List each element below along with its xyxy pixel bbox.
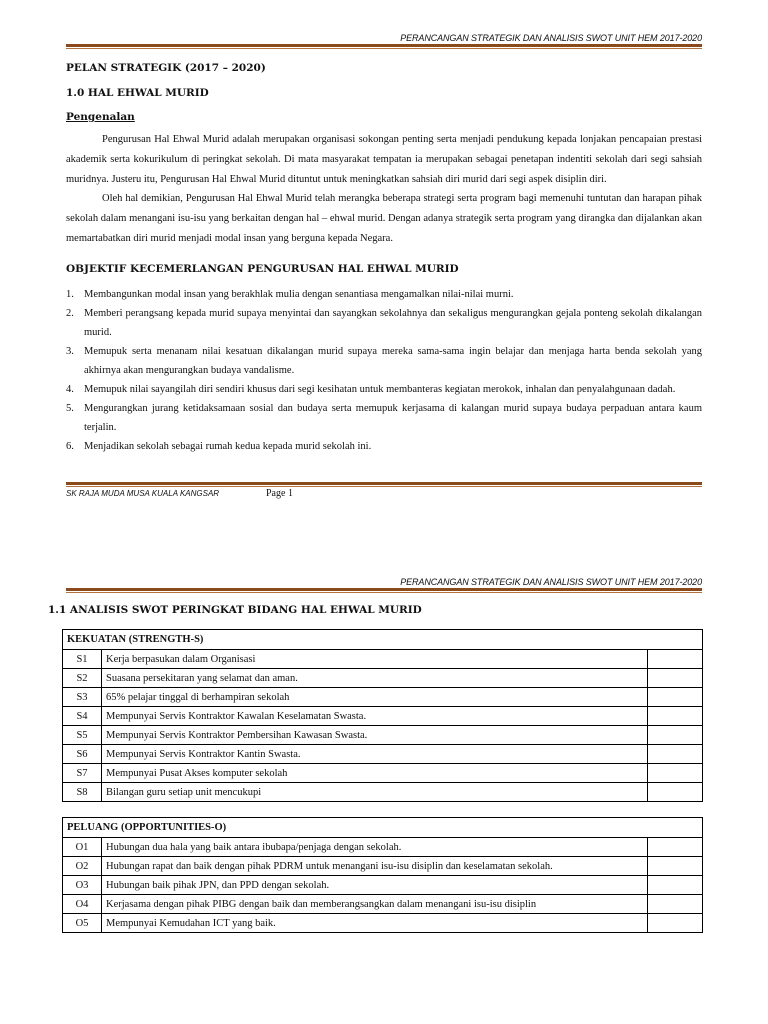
objective-text: Memberi perangsang kepada murid supaya menyintai dan sayangkan sekolahnya dan sekaligus mengurangkan gejala ponteng sekolah dikalangan murid. bbox=[84, 308, 702, 338]
row-empty-cell bbox=[648, 895, 703, 914]
header-rule-thin bbox=[66, 48, 702, 49]
objective-number: 6. bbox=[66, 441, 74, 452]
footer-rule-thin bbox=[66, 486, 702, 487]
intro-paragraph-2: Oleh hal demikian, Pengurusan Hal Ehwal Murid telah merangka beberapa strategi serta program bagi memenuhi tuntutan dan harapan pihak sekolah dalam menangani isu-isu yang berkaitan dengan hal – ehwal murid. Dengan adanya strategik serta program yang dirangka dan dijalankan akan memartabatkan diri murid menjadi modal insan yang berguna kepada Negara. bbox=[66, 193, 702, 244]
table-row bbox=[63, 764, 703, 783]
row-empty-cell bbox=[648, 650, 703, 669]
opportunities-table bbox=[62, 817, 703, 933]
row-code: S3 bbox=[63, 688, 102, 707]
objective-item bbox=[66, 342, 702, 380]
table-row bbox=[63, 838, 703, 857]
row-text: Hubungan baik pihak JPN, dan PPD dengan sekolah. bbox=[102, 876, 648, 895]
row-text: Bilangan guru setiap unit mencukupi bbox=[102, 783, 648, 802]
row-empty-cell bbox=[648, 914, 703, 933]
row-code: S7 bbox=[63, 764, 102, 783]
row-code: O2 bbox=[63, 857, 102, 876]
row-empty-cell bbox=[648, 783, 703, 802]
row-empty-cell bbox=[648, 745, 703, 764]
objective-item bbox=[66, 285, 702, 304]
subheading: Pengenalan bbox=[66, 111, 135, 123]
row-empty-cell bbox=[648, 669, 703, 688]
header-rule bbox=[66, 588, 702, 591]
row-code: S1 bbox=[63, 650, 102, 669]
objective-number: 5. bbox=[66, 403, 74, 414]
table-row bbox=[63, 914, 703, 933]
row-text: Suasana persekitaran yang selamat dan aman. bbox=[102, 669, 648, 688]
objective-text: Mengurangkan jurang ketidaksamaan sosial dan budaya serta memupuk kerjasama di kalangan murid supaya budaya perpaduan antara kaum terjalin. bbox=[84, 403, 702, 433]
objective-item bbox=[66, 380, 702, 399]
objective-number: 2. bbox=[66, 308, 74, 319]
footer-school: SK RAJA MUDA MUSA KUALA KANGSAR bbox=[66, 489, 220, 498]
objective-number: 3. bbox=[66, 346, 74, 357]
row-code: S5 bbox=[63, 726, 102, 745]
objective-text: Memupuk nilai sayangilah diri sendiri khusus dari segi kesihatan untuk membanteras kegiatan merokok, inhalan dan penyalahgunaan dadah. bbox=[84, 384, 676, 395]
row-text: Mempunyai Servis Kontraktor Pembersihan Kawasan Swasta. bbox=[102, 726, 648, 745]
row-text: Kerja berpasukan dalam Organisasi bbox=[102, 650, 648, 669]
objective-item bbox=[66, 437, 702, 456]
intro-paragraph-1: Pengurusan Hal Ehwal Murid adalah merupakan organisasi sokongan penting serta menjadi pendukung kepada lonjakan pencapaian prestasi akademik serta kokurikulum di peringkat sekolah. Di mata masyarakat tempatan ia merupakan sebagai penetapan indentiti sekolah dari segi sahsiah muridnya. Justeru itu, Pengurusan Hal Ehwal Murid dituntut untuk meningkatkan sahsiah diri murid dari segi aspek disiplin diri. bbox=[66, 134, 702, 185]
row-code: S4 bbox=[63, 707, 102, 726]
row-code: O4 bbox=[63, 895, 102, 914]
footer-page: Page 1 bbox=[266, 488, 293, 499]
page-header: PERANCANGAN STRATEGIK DAN ANALISIS SWOT UNIT HEM 2017-2020 bbox=[400, 577, 702, 587]
table-row bbox=[63, 783, 703, 802]
table-row bbox=[63, 688, 703, 707]
objective-list bbox=[66, 285, 702, 456]
row-text: Mempunyai Servis Kontraktor Kawalan Keselamatan Swasta. bbox=[102, 707, 648, 726]
row-empty-cell bbox=[648, 688, 703, 707]
row-code: O5 bbox=[63, 914, 102, 933]
table-row bbox=[63, 650, 703, 669]
objective-item bbox=[66, 399, 702, 437]
objective-text: Memupuk serta menanam nilai kesatuan dikalangan murid supaya mereka sama-sama ingin belajar dan menjaga harta benda sekolah yang akhirnya akan mengurangkan budaya vandalisme. bbox=[84, 346, 702, 376]
header-rule-thin bbox=[66, 592, 702, 593]
objective-number: 4. bbox=[66, 384, 74, 395]
table-row bbox=[63, 726, 703, 745]
strengths-table bbox=[62, 629, 703, 802]
row-code: O1 bbox=[63, 838, 102, 857]
table-row bbox=[63, 895, 703, 914]
table-row bbox=[63, 745, 703, 764]
header-rule bbox=[66, 44, 702, 47]
row-text: Hubungan rapat dan baik dengan pihak PDRM untuk menangani isu-isu disiplin dan keselamatan sekolah. bbox=[102, 857, 648, 876]
opportunities-heading: PELUANG (OPPORTUNITIES-O) bbox=[63, 818, 703, 838]
row-text: Mempunyai Servis Kontraktor Kantin Swasta. bbox=[102, 745, 648, 764]
section-heading: 1.0 HAL EHWAL MURID bbox=[66, 87, 209, 99]
row-text: 65% pelajar tinggal di berhampiran sekolah bbox=[102, 688, 648, 707]
row-text: Mempunyai Kemudahan ICT yang baik. bbox=[102, 914, 648, 933]
row-empty-cell bbox=[648, 764, 703, 783]
row-text: Kerjasama dengan pihak PIBG dengan baik dan memberangsangkan dalam menangani isu-isu disiplin bbox=[102, 895, 648, 914]
objective-text: Menjadikan sekolah sebagai rumah kedua kepada murid sekolah ini. bbox=[84, 441, 372, 452]
table-row bbox=[63, 857, 703, 876]
row-empty-cell bbox=[648, 707, 703, 726]
footer-rule bbox=[66, 482, 702, 485]
row-code: S8 bbox=[63, 783, 102, 802]
objective-text: Membangunkan modal insan yang berakhlak mulia dengan senantiasa mengamalkan nilai-nilai murni. bbox=[84, 289, 514, 300]
row-empty-cell bbox=[648, 876, 703, 895]
row-code: S2 bbox=[63, 669, 102, 688]
swot-section-heading: 1.1 ANALISIS SWOT PERINGKAT BIDANG HAL EHWAL MURID bbox=[48, 604, 422, 616]
page-title: PELAN STRATEGIK (2017 – 2020) bbox=[66, 62, 266, 74]
table-row bbox=[63, 707, 703, 726]
table-row bbox=[63, 669, 703, 688]
row-text: Mempunyai Pusat Akses komputer sekolah bbox=[102, 764, 648, 783]
row-text: Hubungan dua hala yang baik antara ibubapa/penjaga dengan sekolah. bbox=[102, 838, 648, 857]
row-code: S6 bbox=[63, 745, 102, 764]
row-empty-cell bbox=[648, 726, 703, 745]
objective-item bbox=[66, 304, 702, 342]
row-empty-cell bbox=[648, 857, 703, 876]
objective-number: 1. bbox=[66, 289, 74, 300]
table-row bbox=[63, 876, 703, 895]
page-header: PERANCANGAN STRATEGIK DAN ANALISIS SWOT UNIT HEM 2017-2020 bbox=[400, 33, 702, 43]
strengths-heading: KEKUATAN (STRENGTH-S) bbox=[63, 630, 703, 650]
row-empty-cell bbox=[648, 838, 703, 857]
objective-heading: OBJEKTIF KECEMERLANGAN PENGURUSAN HAL EHWAL MURID bbox=[66, 263, 459, 275]
row-code: O3 bbox=[63, 876, 102, 895]
